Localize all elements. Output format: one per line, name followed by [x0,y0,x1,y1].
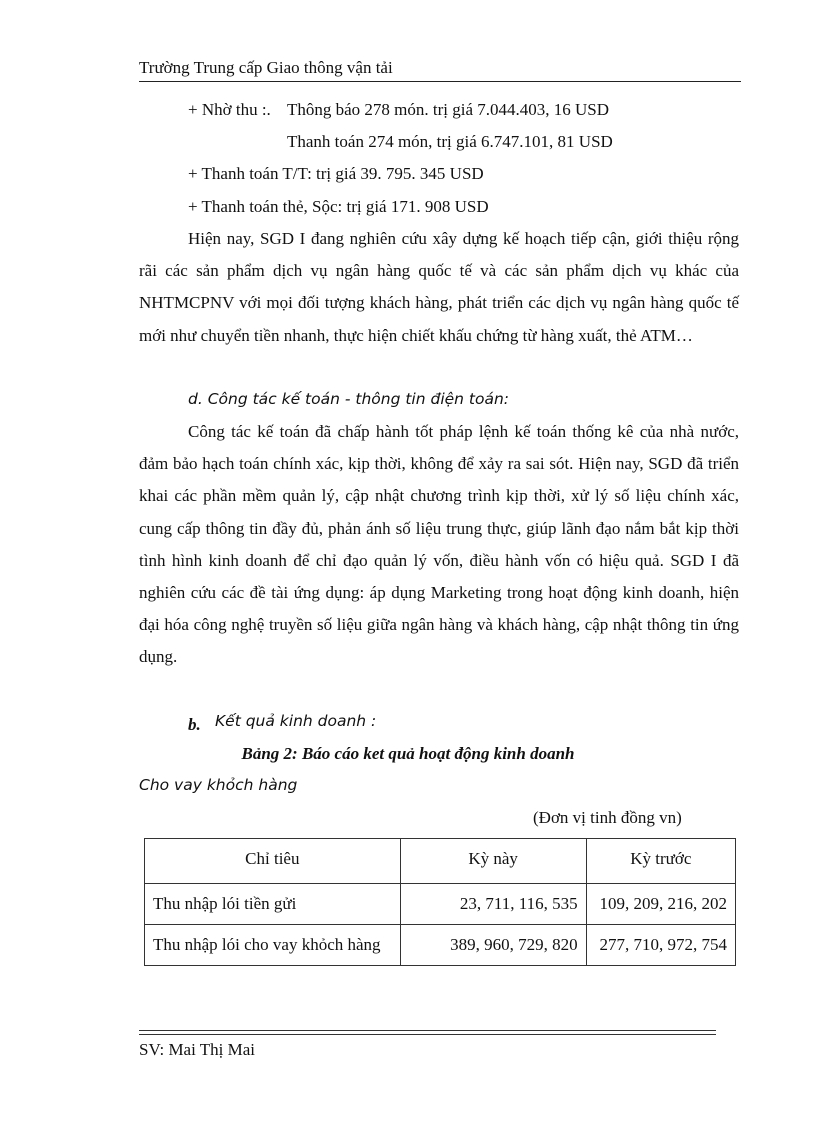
header-this-period: Kỳ này [400,839,586,884]
footer-rule-top [139,1030,716,1031]
footer-rule-bottom [139,1034,716,1035]
paragraph-international-services: Hiện nay, SGD I đang nghiên cứu xây dựng kế hoạch tiếp cận, giới thiệu rộng rãi các sản phẩm dịch vụ ngân hàng quốc tế và các sản phẩm dịch vụ khác của NHTMCPNV với mọi đối tượng khách hàng, phát triển các dịch vụ ngân hàng quốc tế mới như chuyển tiền nhanh, thực hiện chiết khấu chứng từ hàng xuất, thẻ ATM… [139,229,739,345]
row-this-period: 23, 711, 116, 535 [400,884,586,925]
table-unit: (Đơn vị tinh đồng vn) [533,808,682,827]
row-label: Thu nhập lói cho vay khỏch hàng [145,925,401,966]
collection-notice: Thông báo 278 món. trị giá 7.044.403, 16 USD [287,100,610,119]
header-rule [139,81,741,82]
page-header-title: Trường Trung cấp Giao thông vận tải [139,58,393,77]
collection-paid: Thanh toán 274 món, trị giá 6.747.101, 81 USD [287,132,613,151]
row-previous-period: 277, 710, 972, 754 [586,925,735,966]
card-payment: + Thanh toán thẻ, Sộc: trị giá 171. 908 USD [188,197,489,216]
header-previous-period: Kỳ trước [586,839,735,884]
business-results-table [144,838,736,966]
section-heading-b-text: Kết quả kinh doanh : [215,712,377,730]
tt-payment: + Thanh toán T/T: trị giá 39. 795. 345 USD [188,164,484,183]
row-this-period: 389, 960, 729, 820 [400,925,586,966]
table-subtitle: Cho vay khỏch hàng [139,776,298,794]
collection-label: + Nhờ thu :. [188,100,271,119]
section-heading-b-letter: b. [188,715,201,734]
table-row [145,925,736,966]
table-row [145,884,736,925]
header-indicator: Chỉ tiêu [145,839,401,884]
table-caption: Bảng 2: Báo cáo ket quả hoạt động kinh doanh [241,744,575,763]
row-previous-period: 109, 209, 216, 202 [586,884,735,925]
row-label: Thu nhập lói tiền gửi [145,884,401,925]
section-heading-d: d. Công tác kế toán - thông tin điện toán: [188,390,510,408]
paragraph-accounting: Công tác kế toán đã chấp hành tốt pháp lệnh kế toán thống kê của nhà nước, đảm bảo hạch toán chính xác, kịp thời, không để xảy ra sai sót. Hiện nay, SGD đã triển khai các phần mềm quản lý, cập nhật chương trình kịp thời, xử lý số liệu chính xác, cung cấp thông tin đầy đủ, phản ánh số liệu trung thực, giúp lãnh đạo nắm bắt kịp thời tình hình kinh doanh để chỉ đạo quản lý vốn, điều hành vốn có hiệu quả. SGD I đã nghiên cứu các đề tài ứng dụng: áp dụng Marketing trong hoạt động kinh doanh, hiện đại hóa công nghệ truyền số liệu giữa ngân hàng và khách hàng, cập nhật thông tin ứng dụng. [139,422,739,667]
table-header-row [145,839,736,884]
footer-student-name: SV: Mai Thị Mai [139,1040,256,1059]
